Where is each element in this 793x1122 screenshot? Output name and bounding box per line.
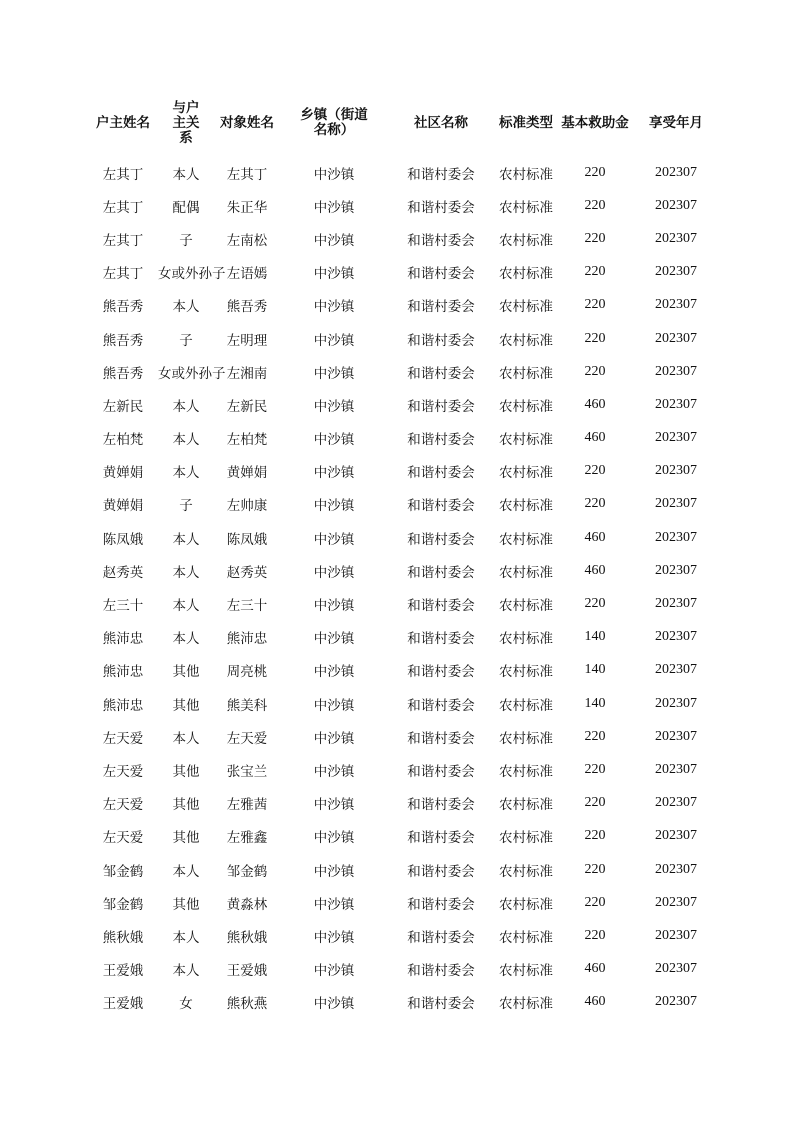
- cell-relation: 其他: [172, 664, 200, 681]
- table-row: [88, 919, 720, 952]
- cell-standard-type: 农村标准: [499, 398, 553, 415]
- table-row: [88, 355, 720, 388]
- cell-standard-type: 农村标准: [499, 797, 553, 814]
- cell-relation: 其他: [172, 830, 200, 847]
- cell-town: 中沙镇: [313, 863, 355, 880]
- cell-basic-aid: 220: [584, 861, 606, 877]
- cell-recipient-name: 熊沛忠: [226, 631, 268, 648]
- cell-household-head: 左其丁: [102, 166, 144, 183]
- cell-recipient-name: 左三十: [226, 598, 268, 615]
- cell-community: 和谐村委会: [407, 465, 475, 482]
- cell-standard-type: 农村标准: [499, 365, 553, 382]
- cell-month: 202307: [655, 396, 697, 412]
- cell-month: 202307: [655, 463, 697, 479]
- table-row: [88, 222, 720, 255]
- cell-standard-type: 农村标准: [499, 598, 553, 615]
- cell-recipient-name: 周亮桃: [226, 664, 268, 681]
- cell-community: 和谐村委会: [407, 432, 475, 449]
- cell-household-head: 王爱娥: [102, 963, 144, 980]
- table-row: [88, 488, 720, 521]
- table-row: [88, 621, 720, 654]
- cell-basic-aid: 220: [584, 297, 606, 313]
- table-row: [88, 820, 720, 853]
- cell-relation: 本人: [172, 465, 200, 482]
- cell-standard-type: 农村标准: [499, 730, 553, 747]
- cell-community: 和谐村委会: [407, 697, 475, 714]
- cell-household-head: 王爱娥: [102, 996, 144, 1013]
- cell-recipient-name: 左明理: [226, 332, 268, 349]
- table-row: [88, 953, 720, 986]
- cell-basic-aid: 220: [584, 463, 606, 479]
- cell-household-head: 赵秀英: [102, 564, 144, 581]
- cell-month: 202307: [655, 861, 697, 877]
- cell-community: 和谐村委会: [407, 531, 475, 548]
- cell-town: 中沙镇: [313, 697, 355, 714]
- cell-household-head: 黄婵娟: [102, 498, 144, 515]
- cell-household-head: 熊沛忠: [102, 697, 144, 714]
- cell-basic-aid: 460: [584, 430, 606, 446]
- cell-household-head: 熊吾秀: [102, 299, 144, 316]
- cell-recipient-name: 左柏梵: [226, 432, 268, 449]
- cell-basic-aid: 140: [584, 662, 606, 678]
- cell-town: 中沙镇: [313, 332, 355, 349]
- table-row: [88, 853, 720, 886]
- cell-town: 中沙镇: [313, 365, 355, 382]
- cell-basic-aid: 220: [584, 894, 606, 910]
- table-row: [88, 146, 720, 189]
- cell-community: 和谐村委会: [407, 730, 475, 747]
- cell-month: 202307: [655, 795, 697, 811]
- cell-town: 中沙镇: [313, 232, 355, 249]
- cell-relation: 本人: [172, 631, 200, 648]
- cell-standard-type: 农村标准: [499, 531, 553, 548]
- cell-standard-type: 农村标准: [499, 963, 553, 980]
- cell-basic-aid: 460: [584, 994, 606, 1010]
- cell-month: 202307: [655, 894, 697, 910]
- cell-household-head: 陈凤娥: [102, 531, 144, 548]
- cell-town: 中沙镇: [313, 763, 355, 780]
- cell-relation: 其他: [172, 697, 200, 714]
- cell-relation: 本人: [172, 531, 200, 548]
- cell-basic-aid: 220: [584, 596, 606, 612]
- table-row: [88, 886, 720, 919]
- cell-household-head: 左天爱: [102, 763, 144, 780]
- cell-community: 和谐村委会: [407, 996, 475, 1013]
- cell-relation: 本人: [172, 299, 200, 316]
- cell-standard-type: 农村标准: [499, 465, 553, 482]
- cell-recipient-name: 左帅康: [226, 498, 268, 515]
- cell-basic-aid: 220: [584, 164, 606, 180]
- cell-standard-type: 农村标准: [499, 498, 553, 515]
- cell-relation: 其他: [172, 763, 200, 780]
- cell-standard-type: 农村标准: [499, 863, 553, 880]
- cell-month: 202307: [655, 297, 697, 313]
- cell-community: 和谐村委会: [407, 398, 475, 415]
- table-row: [88, 720, 720, 753]
- cell-month: 202307: [655, 728, 697, 744]
- cell-basic-aid: 220: [584, 496, 606, 512]
- cell-standard-type: 农村标准: [499, 631, 553, 648]
- cell-town: 中沙镇: [313, 531, 355, 548]
- cell-town: 中沙镇: [313, 598, 355, 615]
- cell-relation: 本人: [172, 432, 200, 449]
- cell-relation: 本人: [172, 730, 200, 747]
- cell-recipient-name: 左天爱: [226, 730, 268, 747]
- cell-basic-aid: 460: [584, 396, 606, 412]
- cell-recipient-name: 朱正华: [226, 199, 268, 216]
- cell-recipient-name: 熊秋燕: [226, 996, 268, 1013]
- cell-month: 202307: [655, 761, 697, 777]
- cell-household-head: 左新民: [102, 398, 144, 415]
- cell-month: 202307: [655, 695, 697, 711]
- cell-month: 202307: [655, 496, 697, 512]
- cell-basic-aid: 220: [584, 363, 606, 379]
- cell-standard-type: 农村标准: [499, 830, 553, 847]
- header-household-head: 户主姓名: [96, 114, 150, 131]
- cell-standard-type: 农村标准: [499, 564, 553, 581]
- cell-household-head: 左三十: [102, 598, 144, 615]
- cell-town: 中沙镇: [313, 631, 355, 648]
- cell-recipient-name: 熊吾秀: [226, 299, 268, 316]
- cell-standard-type: 农村标准: [499, 996, 553, 1013]
- cell-town: 中沙镇: [313, 398, 355, 415]
- cell-community: 和谐村委会: [407, 896, 475, 913]
- table-row: [88, 322, 720, 355]
- cell-recipient-name: 王爱娥: [226, 963, 268, 980]
- cell-relation: 女: [179, 996, 193, 1013]
- cell-standard-type: 农村标准: [499, 232, 553, 249]
- cell-recipient-name: 熊秋娥: [226, 929, 268, 946]
- table-row: [88, 554, 720, 587]
- cell-standard-type: 农村标准: [499, 763, 553, 780]
- table-row: [88, 289, 720, 322]
- cell-relation: 本人: [172, 963, 200, 980]
- table-row: [88, 587, 720, 620]
- cell-recipient-name: 左雅鑫: [226, 830, 268, 847]
- header-town: 乡镇（街道名称）: [300, 107, 368, 138]
- cell-basic-aid: 220: [584, 927, 606, 943]
- cell-basic-aid: 460: [584, 529, 606, 545]
- cell-community: 和谐村委会: [407, 929, 475, 946]
- cell-basic-aid: 460: [584, 562, 606, 578]
- cell-standard-type: 农村标准: [499, 432, 553, 449]
- cell-month: 202307: [655, 994, 697, 1010]
- cell-community: 和谐村委会: [407, 332, 475, 349]
- table-row: [88, 455, 720, 488]
- table-row: [88, 189, 720, 222]
- cell-basic-aid: 220: [584, 795, 606, 811]
- cell-relation: 其他: [172, 896, 200, 913]
- cell-month: 202307: [655, 430, 697, 446]
- cell-community: 和谐村委会: [407, 498, 475, 515]
- cell-town: 中沙镇: [313, 166, 355, 183]
- cell-community: 和谐村委会: [407, 797, 475, 814]
- table-row: [88, 687, 720, 720]
- cell-community: 和谐村委会: [407, 232, 475, 249]
- cell-recipient-name: 左语嫣: [226, 266, 268, 283]
- cell-town: 中沙镇: [313, 432, 355, 449]
- cell-community: 和谐村委会: [407, 299, 475, 316]
- cell-relation: 本人: [172, 929, 200, 946]
- cell-month: 202307: [655, 330, 697, 346]
- cell-recipient-name: 黄淼林: [226, 896, 268, 913]
- cell-standard-type: 农村标准: [499, 697, 553, 714]
- cell-town: 中沙镇: [313, 199, 355, 216]
- cell-household-head: 左天爱: [102, 830, 144, 847]
- cell-town: 中沙镇: [313, 830, 355, 847]
- cell-month: 202307: [655, 197, 697, 213]
- cell-recipient-name: 邹金鹤: [226, 863, 268, 880]
- header-standard-type: 标准类型: [499, 114, 553, 131]
- cell-month: 202307: [655, 264, 697, 280]
- cell-basic-aid: 460: [584, 961, 606, 977]
- cell-month: 202307: [655, 164, 697, 180]
- cell-town: 中沙镇: [313, 963, 355, 980]
- cell-month: 202307: [655, 927, 697, 943]
- cell-town: 中沙镇: [313, 498, 355, 515]
- cell-month: 202307: [655, 230, 697, 246]
- cell-month: 202307: [655, 828, 697, 844]
- cell-basic-aid: 140: [584, 695, 606, 711]
- cell-basic-aid: 220: [584, 761, 606, 777]
- cell-recipient-name: 左其丁: [226, 166, 268, 183]
- cell-relation: 子: [179, 232, 193, 249]
- cell-household-head: 左其丁: [102, 266, 144, 283]
- cell-household-head: 熊吾秀: [102, 332, 144, 349]
- cell-community: 和谐村委会: [407, 631, 475, 648]
- cell-relation: 本人: [172, 564, 200, 581]
- cell-town: 中沙镇: [313, 266, 355, 283]
- cell-community: 和谐村委会: [407, 963, 475, 980]
- cell-town: 中沙镇: [313, 896, 355, 913]
- cell-recipient-name: 赵秀英: [226, 564, 268, 581]
- cell-basic-aid: 220: [584, 828, 606, 844]
- cell-month: 202307: [655, 562, 697, 578]
- cell-town: 中沙镇: [313, 797, 355, 814]
- table-row: [88, 787, 720, 820]
- cell-community: 和谐村委会: [407, 199, 475, 216]
- table-row: [88, 388, 720, 421]
- cell-household-head: 左其丁: [102, 232, 144, 249]
- cell-community: 和谐村委会: [407, 166, 475, 183]
- cell-relation: 其他: [172, 797, 200, 814]
- cell-recipient-name: 左雅茜: [226, 797, 268, 814]
- cell-recipient-name: 陈凤娥: [226, 531, 268, 548]
- cell-community: 和谐村委会: [407, 863, 475, 880]
- cell-recipient-name: 张宝兰: [226, 763, 268, 780]
- cell-recipient-name: 熊美科: [226, 697, 268, 714]
- cell-household-head: 左天爱: [102, 797, 144, 814]
- cell-community: 和谐村委会: [407, 365, 475, 382]
- relief-roster-sheet: [88, 100, 720, 1019]
- cell-basic-aid: 220: [584, 330, 606, 346]
- cell-relation: 子: [179, 332, 193, 349]
- table-row: [88, 753, 720, 786]
- cell-basic-aid: 220: [584, 728, 606, 744]
- cell-basic-aid: 140: [584, 629, 606, 645]
- cell-month: 202307: [655, 629, 697, 645]
- cell-town: 中沙镇: [313, 664, 355, 681]
- cell-relation: 本人: [172, 598, 200, 615]
- cell-relation: 子: [179, 498, 193, 515]
- cell-relation: 本人: [172, 398, 200, 415]
- cell-standard-type: 农村标准: [499, 166, 553, 183]
- cell-standard-type: 农村标准: [499, 896, 553, 913]
- header-relation: 与户主关系: [172, 99, 200, 146]
- cell-standard-type: 农村标准: [499, 199, 553, 216]
- cell-recipient-name: 左湘南: [226, 365, 268, 382]
- cell-community: 和谐村委会: [407, 763, 475, 780]
- table-body: [88, 146, 720, 1019]
- cell-relation: 女或外孙子: [158, 266, 226, 283]
- cell-basic-aid: 220: [584, 264, 606, 280]
- table-row: [88, 654, 720, 687]
- cell-household-head: 邹金鹤: [102, 863, 144, 880]
- cell-recipient-name: 左新民: [226, 398, 268, 415]
- cell-month: 202307: [655, 662, 697, 678]
- cell-standard-type: 农村标准: [499, 929, 553, 946]
- cell-recipient-name: 黄婵娟: [226, 465, 268, 482]
- cell-month: 202307: [655, 529, 697, 545]
- cell-relation: 女或外孙子: [158, 365, 226, 382]
- table-header: [88, 100, 720, 146]
- cell-basic-aid: 220: [584, 197, 606, 213]
- cell-month: 202307: [655, 596, 697, 612]
- header-recipient-name: 对象姓名: [220, 114, 274, 131]
- cell-month: 202307: [655, 961, 697, 977]
- cell-household-head: 左其丁: [102, 199, 144, 216]
- cell-relation: 配偶: [172, 199, 200, 216]
- relief-roster-table: [88, 100, 720, 1019]
- cell-household-head: 熊沛忠: [102, 664, 144, 681]
- cell-town: 中沙镇: [313, 996, 355, 1013]
- cell-community: 和谐村委会: [407, 664, 475, 681]
- cell-household-head: 熊秋娥: [102, 929, 144, 946]
- cell-recipient-name: 左南松: [226, 232, 268, 249]
- cell-relation: 本人: [172, 863, 200, 880]
- cell-community: 和谐村委会: [407, 564, 475, 581]
- cell-basic-aid: 220: [584, 230, 606, 246]
- cell-town: 中沙镇: [313, 730, 355, 747]
- header-month: 享受年月: [649, 114, 703, 131]
- cell-household-head: 熊吾秀: [102, 365, 144, 382]
- cell-community: 和谐村委会: [407, 830, 475, 847]
- cell-town: 中沙镇: [313, 929, 355, 946]
- table-row: [88, 256, 720, 289]
- cell-household-head: 熊沛忠: [102, 631, 144, 648]
- table-row: [88, 986, 720, 1019]
- header-row: [88, 100, 720, 146]
- cell-community: 和谐村委会: [407, 266, 475, 283]
- cell-month: 202307: [655, 363, 697, 379]
- table-row: [88, 422, 720, 455]
- header-basic-aid: 基本救助金: [561, 114, 629, 131]
- table-row: [88, 521, 720, 554]
- header-community: 社区名称: [414, 114, 468, 131]
- cell-relation: 本人: [172, 166, 200, 183]
- cell-standard-type: 农村标准: [499, 266, 553, 283]
- cell-household-head: 黄婵娟: [102, 465, 144, 482]
- cell-standard-type: 农村标准: [499, 332, 553, 349]
- cell-community: 和谐村委会: [407, 598, 475, 615]
- cell-town: 中沙镇: [313, 299, 355, 316]
- cell-household-head: 左柏梵: [102, 432, 144, 449]
- cell-household-head: 左天爱: [102, 730, 144, 747]
- cell-town: 中沙镇: [313, 465, 355, 482]
- cell-town: 中沙镇: [313, 564, 355, 581]
- cell-standard-type: 农村标准: [499, 664, 553, 681]
- cell-standard-type: 农村标准: [499, 299, 553, 316]
- cell-household-head: 邹金鹤: [102, 896, 144, 913]
